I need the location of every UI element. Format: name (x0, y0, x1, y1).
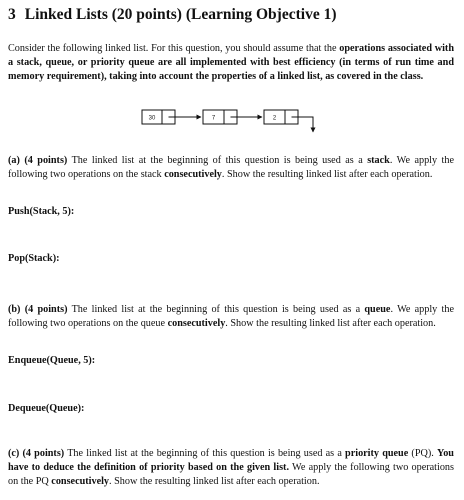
part-b-keyword: queue (364, 304, 391, 315)
part-a-prompt (8, 154, 454, 182)
part-b-prompt (8, 303, 454, 331)
part-c-text: . Show the resulting linked list after each operation. (109, 476, 320, 487)
section-number: 3 (8, 6, 16, 23)
part-a-keyword: consecutively (164, 169, 222, 180)
part-c-keyword: consecutively (51, 476, 110, 487)
push-operation: Push(Stack, 5): (8, 206, 75, 217)
part-b-label: (b) (4 points) (8, 304, 68, 315)
part-c-prompt (8, 447, 454, 489)
intro-bold-text: operations associated with a stack, queue, or priority queue are all implemented with best efficiency (in terms of run time and memory requirement), taking into account the properties of a linked list, as covered in the class. (8, 43, 454, 82)
part-a-label: (a) (4 points) (8, 155, 68, 166)
part-b-text: . We apply the following two operations on the queue (8, 304, 454, 329)
enqueue-operation: Enqueue(Queue, 5): (8, 355, 96, 366)
node-value: 2 (272, 115, 277, 122)
part-a-text: . We apply the following two operations on the stack (8, 155, 454, 180)
node-value: 30 (148, 115, 156, 122)
section-title: Linked Lists (20 points) (Learning Objective 1) (24, 6, 337, 23)
pop-operation: Pop(Stack): (8, 253, 60, 264)
part-a-text: The linked list at the beginning of this question is being used as a (67, 155, 368, 166)
part-c-keyword: You have to deduce the definition of priority based on the given list. (8, 448, 454, 473)
intro-text: Consider the following linked list. For this question, you should assume that the (8, 43, 340, 54)
part-c-keyword: priority queue (345, 448, 409, 459)
part-b-text: The linked list at the beginning of this question is being used as a (67, 304, 365, 315)
part-a-keyword: stack (367, 155, 390, 166)
part-a-text: . Show the resulting linked list after each operation. (221, 169, 433, 180)
node-value: 7 (211, 115, 216, 122)
part-c-text: We apply the following two operations on the PQ (8, 462, 454, 487)
part-c-label: (c) (4 points) (8, 448, 65, 459)
part-b-text: . Show the resulting linked list after each operation. (225, 318, 436, 329)
part-c-text: The linked list at the beginning of this question is being used as a (64, 448, 346, 459)
dequeue-operation: Dequeue(Queue): (8, 403, 85, 414)
part-b-keyword: consecutively (167, 318, 226, 329)
part-c-text: (PQ). (408, 448, 437, 459)
